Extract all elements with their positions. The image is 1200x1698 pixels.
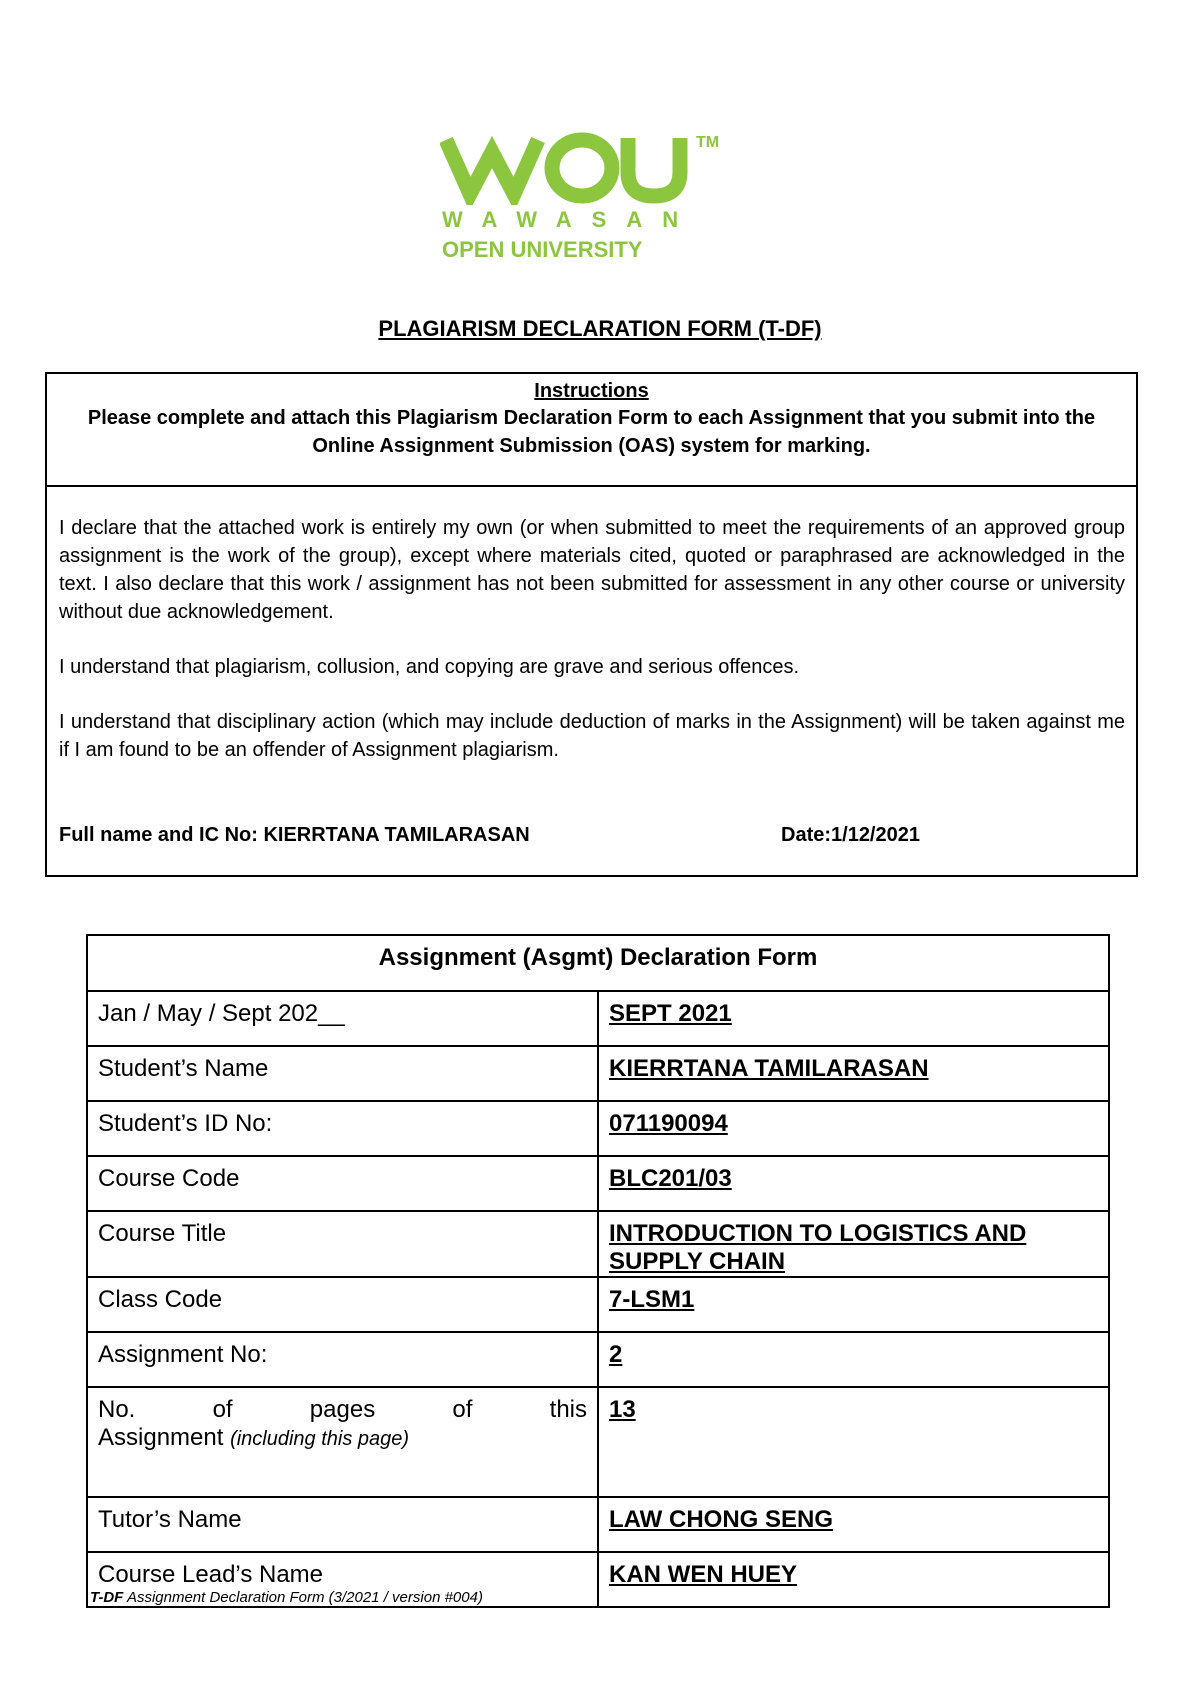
table-row <box>87 991 1109 1046</box>
row-label: Course Title <box>87 1211 598 1277</box>
wou-logo <box>440 130 740 270</box>
pages-label-line: No. of pages of this <box>98 1396 587 1423</box>
student-id-value: 071190094 <box>598 1101 1109 1156</box>
table-row <box>87 1101 1109 1156</box>
form-footnote <box>90 1589 483 1606</box>
assignment-declaration-table <box>86 934 1110 1608</box>
row-label: Course Code <box>87 1156 598 1211</box>
instructions-text: Please complete and attach this Plagiarism Declaration Form to each Assignment that you submit into the Online Assignment Submission (OAS) system for marking. <box>87 407 1096 457</box>
class-code-value: 7-LSM1 <box>598 1277 1109 1332</box>
row-label: Jan / May / Sept 202__ <box>87 991 598 1046</box>
signature-line <box>59 824 1125 847</box>
declaration-paragraph: I declare that the attached work is entirely my own (or when submitted to meet the requirements of an approved group assignment is the work of the group), except where materials cited, quoted or paraphrased are acknowledged in the text. I also declare that this work / assignment has not been submitted for assessment in any other course or university without due acknowledgement. <box>59 517 1125 623</box>
table-row <box>87 1046 1109 1101</box>
page-count-value: 13 <box>598 1387 1109 1497</box>
declaration-date: Date:1/12/2021 <box>781 824 920 846</box>
form-code: T-DF <box>90 1589 124 1606</box>
pages-label-note: (including this page) <box>230 1428 410 1450</box>
row-label: Class Code <box>87 1277 598 1332</box>
row-label: Assignment No: <box>87 1332 598 1387</box>
wou-wordmark-graphic <box>440 130 690 205</box>
declaration-text <box>59 514 1125 791</box>
pages-label-assignment: Assignment <box>98 1424 224 1451</box>
assignment-no-value: 2 <box>598 1332 1109 1387</box>
row-label: Student’s ID No: <box>87 1101 598 1156</box>
course-lead-value: KAN WEN HUEY <box>598 1552 1109 1607</box>
row-label <box>87 1387 598 1497</box>
declaration-paragraph: I understand that disciplinary action (which may include deduction of marks in the Assignment) will be taken against me if I am found to be an offender of Assignment plagiarism. <box>59 711 1125 761</box>
row-label: Student’s Name <box>87 1046 598 1101</box>
instructions-section <box>47 374 1136 487</box>
course-title-value: INTRODUCTION TO LOGISTICS AND SUPPLY CHAIN <box>598 1211 1109 1277</box>
table-row <box>87 1387 1109 1497</box>
form-version: Assignment Declaration Form (3/2021 / version #004) <box>123 1589 483 1606</box>
instructions-heading: Instructions <box>534 380 649 402</box>
table-row <box>87 1277 1109 1332</box>
student-name-value: KIERRTANA TAMILARASAN <box>598 1046 1109 1101</box>
table-row <box>87 1156 1109 1211</box>
tutor-name-value: LAW CHONG SENG <box>598 1497 1109 1552</box>
page-title: PLAGIARISM DECLARATION FORM (T-DF) <box>378 316 822 341</box>
semester-value: SEPT 2021 <box>598 991 1109 1046</box>
full-name-ic: Full name and IC No: KIERRTANA TAMILARASAN <box>59 824 530 846</box>
trademark-mark: TM <box>696 134 720 151</box>
logo-open-university-text: OPEN UNIVERSITY <box>442 237 643 262</box>
table-row <box>87 1332 1109 1387</box>
plagiarism-declaration-box <box>45 372 1138 877</box>
table-row <box>87 1211 1109 1277</box>
declaration-paragraph: I understand that plagiarism, collusion, and copying are grave and serious offences. <box>59 656 800 678</box>
table-row <box>87 1497 1109 1552</box>
row-label: Course Lead’s Name <box>87 1552 598 1607</box>
row-label: Tutor’s Name <box>87 1497 598 1552</box>
assignment-form-heading: Assignment (Asgmt) Declaration Form <box>87 935 1109 991</box>
course-code-value: BLC201/03 <box>598 1156 1109 1211</box>
logo-wawasan-text: WAWASAN <box>442 207 699 232</box>
